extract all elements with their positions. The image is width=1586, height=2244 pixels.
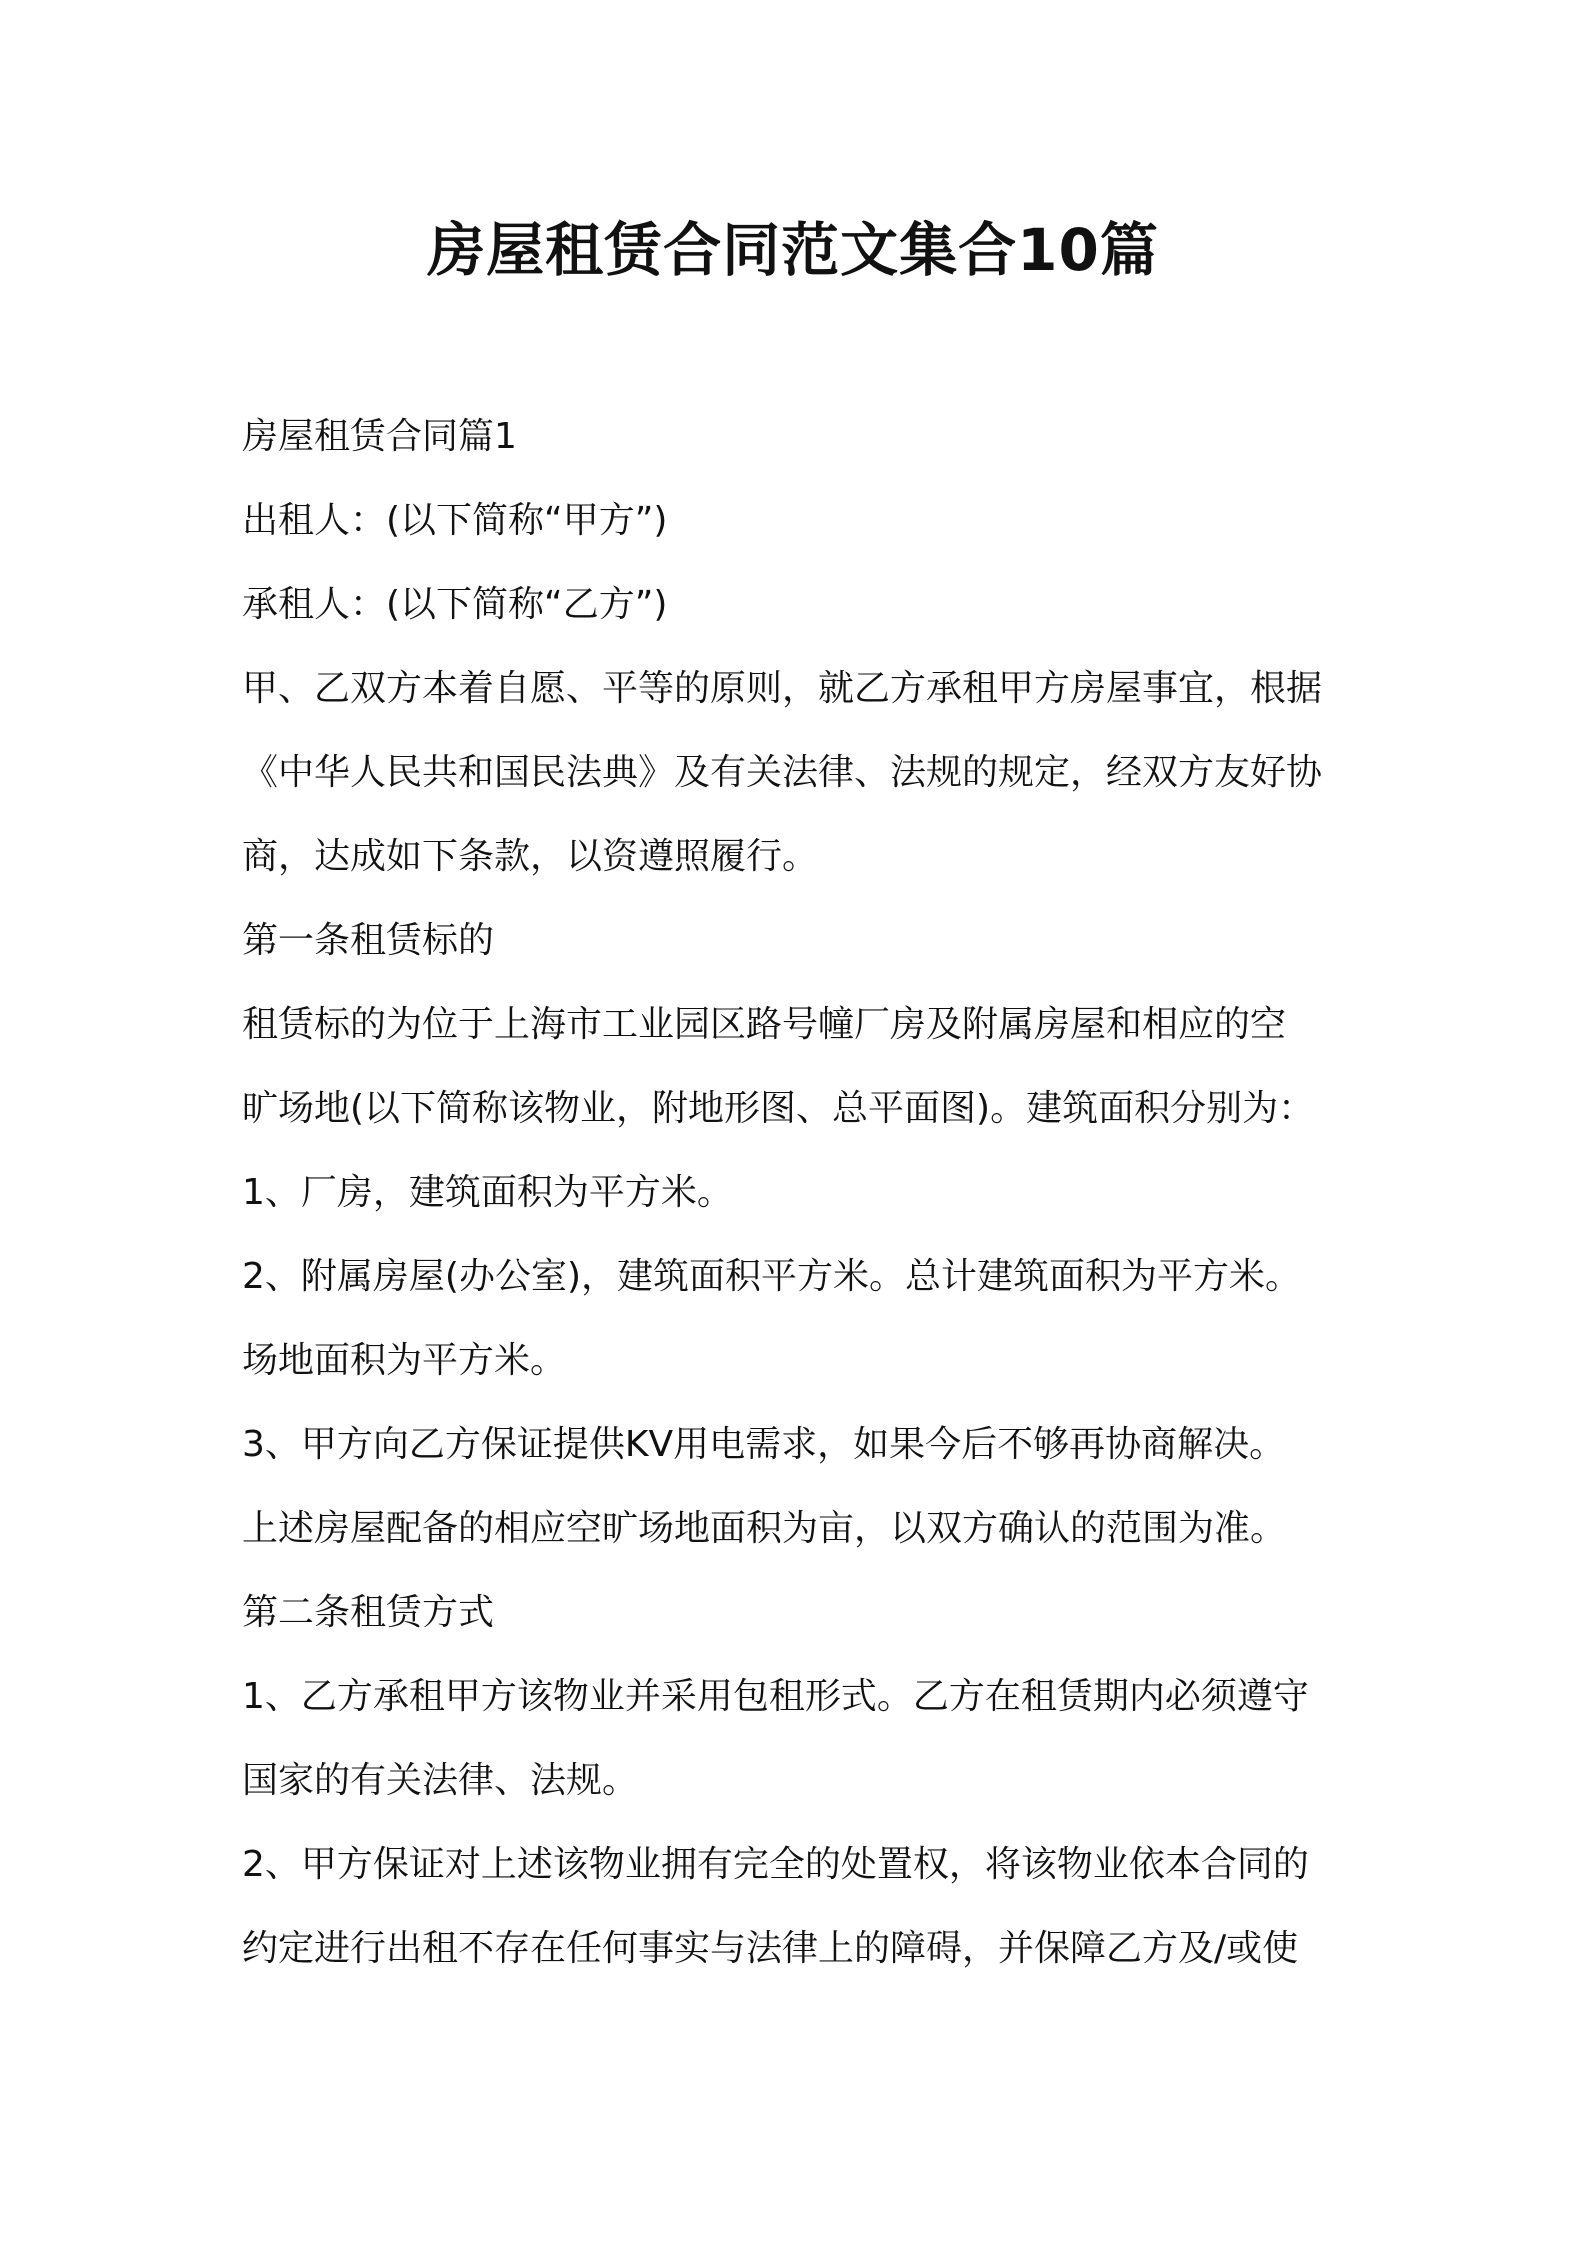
- article-heading: 第一条租赁标的: [242, 920, 495, 961]
- paragraph-line: 上述房屋配备的相应空旷场地面积为亩，以双方确认的范围为准。: [242, 1508, 1287, 1549]
- paragraph-line: 商，达成如下条款，以资遵照履行。: [242, 836, 819, 877]
- paragraph-line: 甲、乙双方本着自愿、平等的原则，就乙方承租甲方房屋事宜，根据: [242, 668, 1323, 709]
- section-heading: 房屋租赁合同篇1: [242, 416, 517, 457]
- paragraph-line: 租赁标的为位于上海市工业园区路号幢厂房及附属房屋和相应的空: [242, 1004, 1287, 1045]
- paragraph-line: 承租人：(以下简称“乙方”): [242, 584, 668, 625]
- paragraph-line: 1、乙方承租甲方该物业并采用包租形式。乙方在租赁期内必须遵守: [242, 1676, 1309, 1717]
- paragraph-line: 1、厂房，建筑面积为平方米。: [242, 1172, 733, 1213]
- document-title: 房屋租赁合同范文集合10篇: [427, 216, 1159, 284]
- paragraph-line: 约定进行出租不存在任何事实与法律上的障碍，并保障乙方及/或使: [242, 1928, 1299, 1969]
- paragraph-line: 出租人：(以下简称“甲方”): [242, 500, 668, 541]
- paragraph-line: 场地面积为平方米。: [242, 1340, 567, 1381]
- paragraph-line: 旷场地(以下简称该物业，附地形图、总平面图)。建筑面积分别为：: [242, 1088, 1315, 1129]
- article-heading: 第二条租赁方式: [242, 1592, 495, 1633]
- paragraph-line: 2、甲方保证对上述该物业拥有完全的处置权，将该物业依本合同的: [242, 1844, 1309, 1885]
- paragraph-line: 3、甲方向乙方保证提供KV用电需求，如果今后不够再协商解决。: [242, 1424, 1286, 1465]
- document-body: [242, 395, 1357, 1991]
- paragraph-line: 2、附属房屋(办公室)，建筑面积平方米。总计建筑面积为平方米。: [242, 1256, 1301, 1297]
- paragraph-line: 《中华人民共和国民法典》及有关法律、法规的规定，经双方友好协: [242, 752, 1323, 793]
- paragraph-line: 国家的有关法律、法规。: [242, 1760, 639, 1801]
